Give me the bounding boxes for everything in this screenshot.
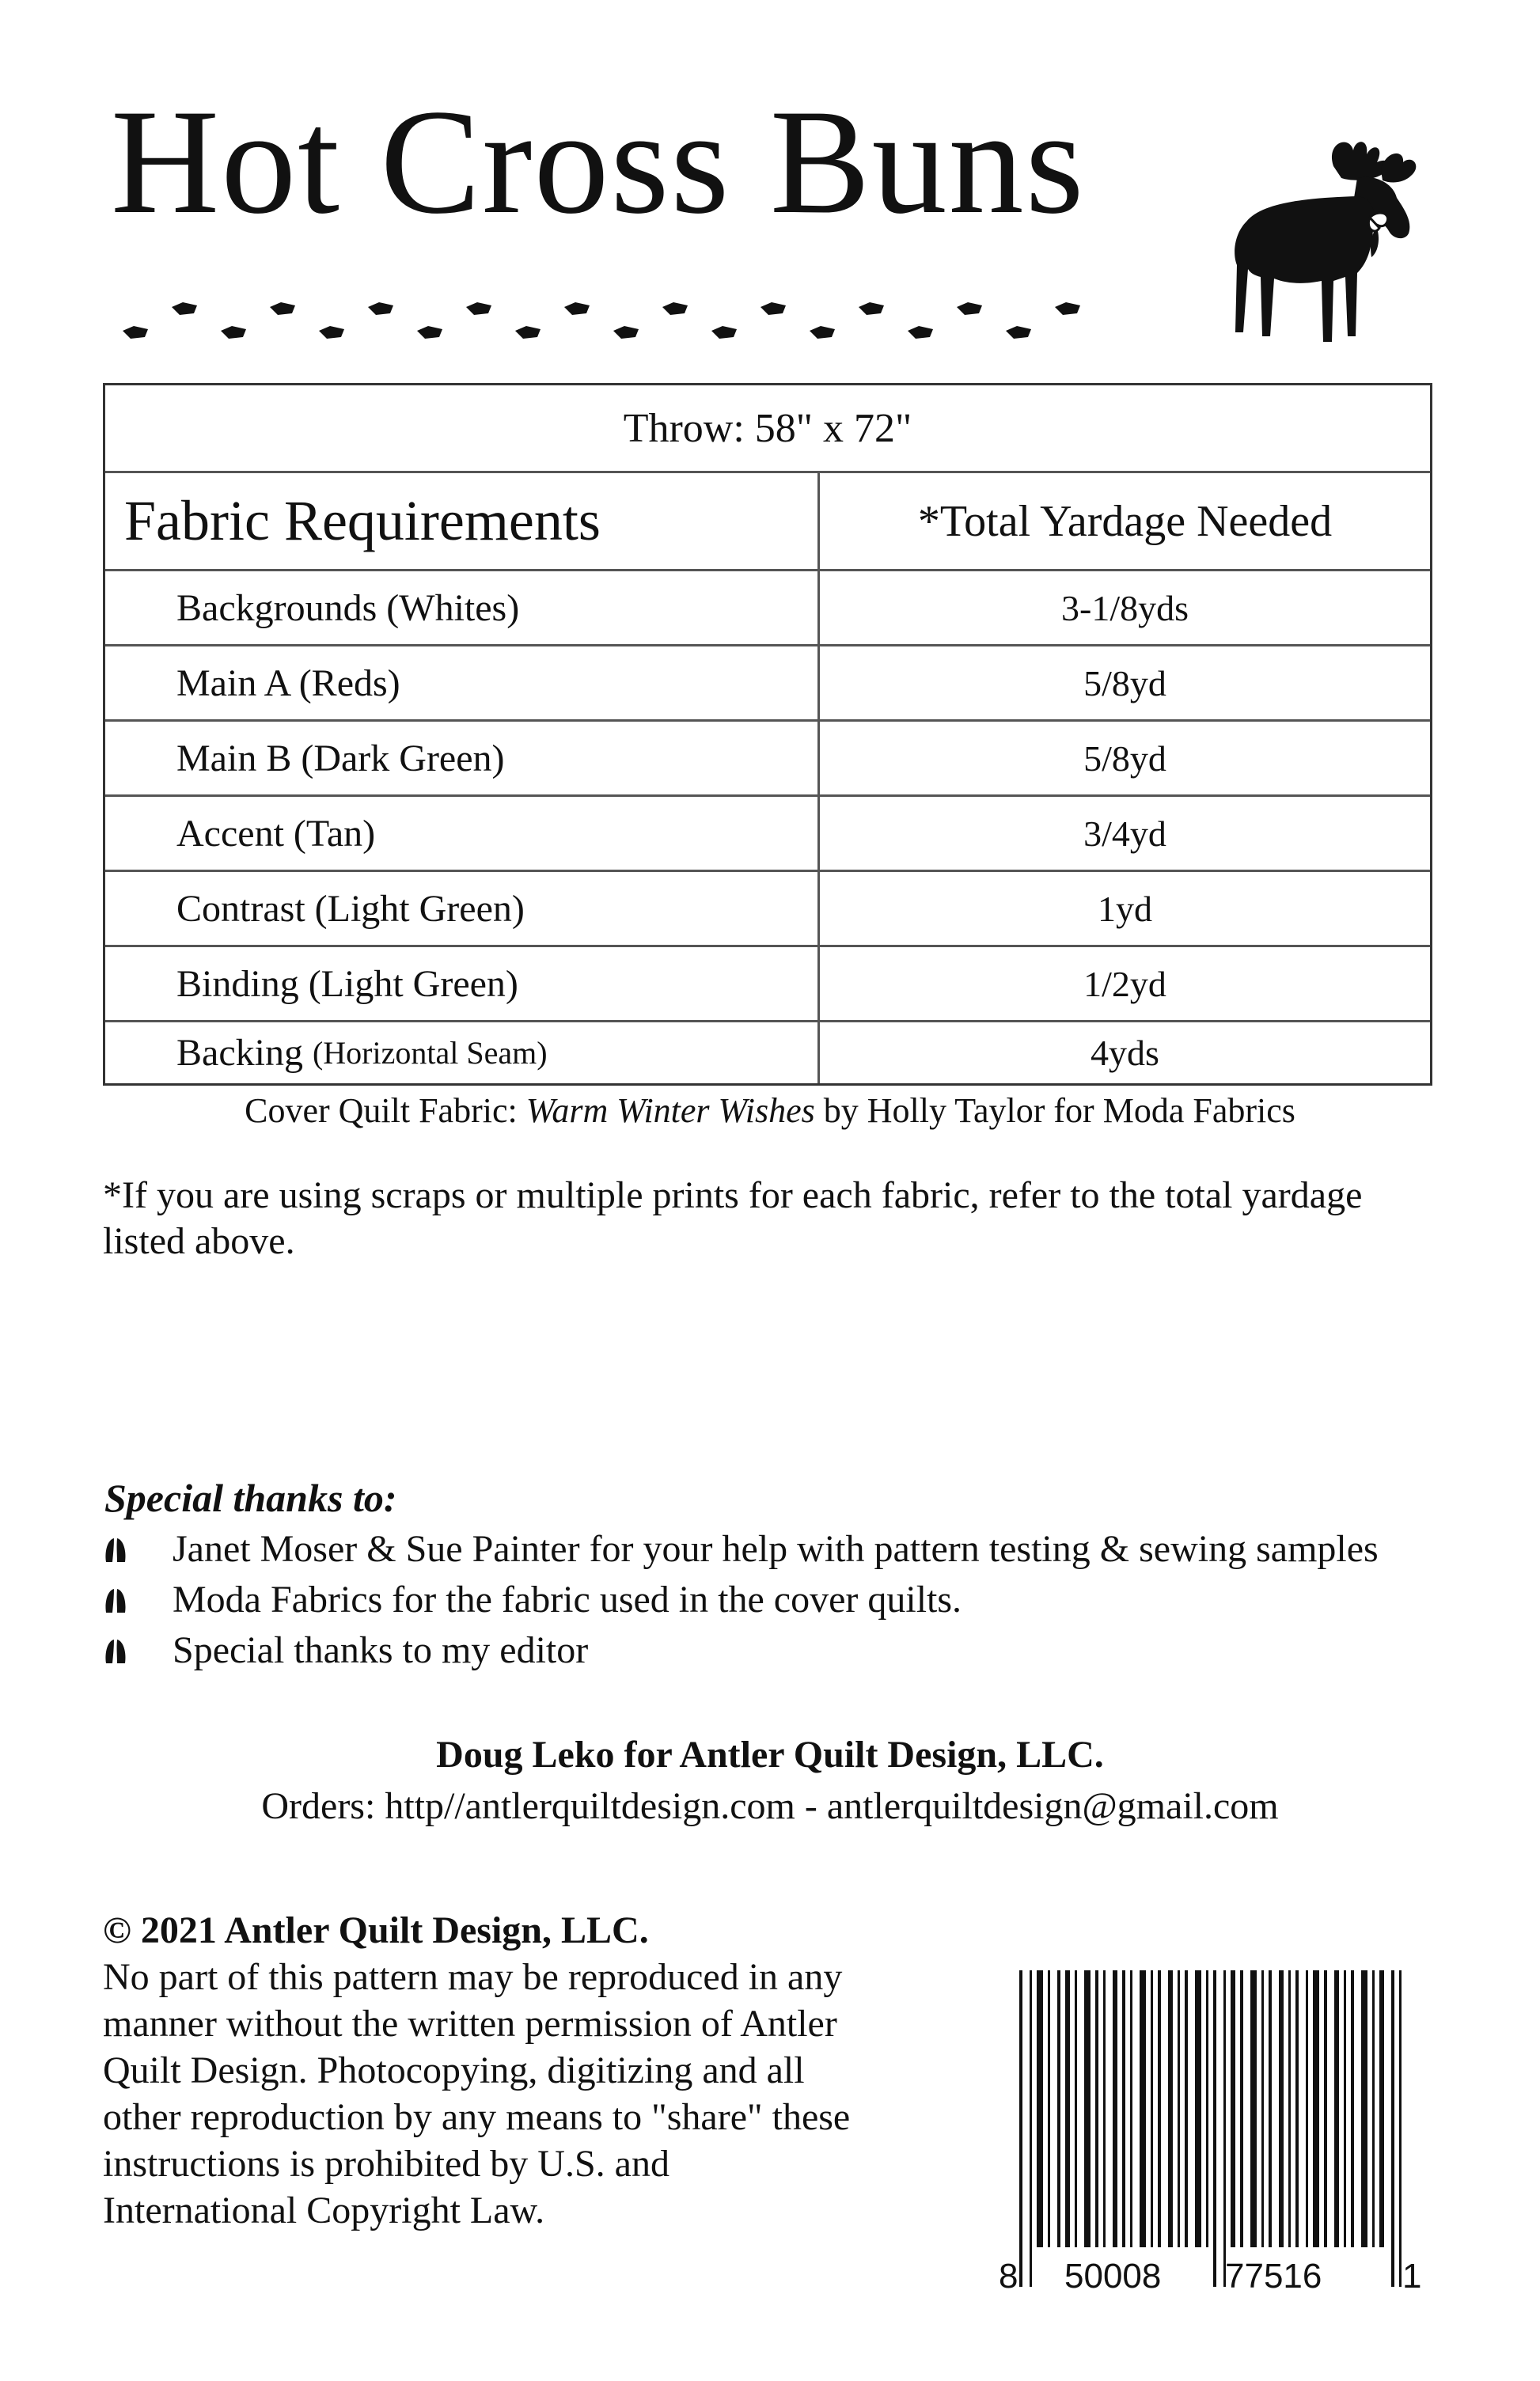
thanks-item <box>103 1527 1379 1571</box>
barcode-digit-check: 1 <box>1402 2257 1422 2296</box>
thanks-text: Janet Moser & Sue Painter for your help with pattern testing & sewing samples <box>173 1528 1379 1570</box>
copyright-block <box>103 1907 863 2234</box>
barcode-bar <box>1250 1970 1257 2247</box>
cover-fabric-credit <box>0 1090 1540 1131</box>
barcode-bar <box>1185 1970 1188 2247</box>
quilt-size-label: Throw: 58" x 72" <box>623 405 912 451</box>
fabric-name-note: (Horizontal Seam) <box>312 1035 548 1071</box>
fabric-name <box>105 1022 889 1083</box>
table-row <box>105 870 1430 945</box>
barcode-bar <box>1158 1970 1161 2247</box>
thanks-heading: Special thanks to: <box>104 1476 397 1520</box>
table-row <box>105 719 1430 794</box>
barcode-bar <box>1295 1970 1299 2247</box>
track-print <box>270 302 295 315</box>
barcode-bar <box>1140 1970 1146 2247</box>
barcode-bar <box>1313 1970 1319 2247</box>
thanks-text: Special thanks to my editor <box>173 1629 589 1671</box>
barcode-bar <box>1103 1970 1106 2247</box>
track-print <box>957 302 982 315</box>
track-print <box>662 302 688 315</box>
thanks-text: Moda Fabrics for the fabric used in the cover quilts. <box>173 1579 962 1621</box>
barcode-bar <box>1168 1970 1173 2247</box>
barcode-bar <box>1261 1970 1264 2247</box>
track-print <box>368 302 393 315</box>
barcode-bar <box>1279 1970 1284 2247</box>
table-header-row <box>105 471 1430 569</box>
moose-track-bullet-icon <box>103 1636 128 1665</box>
track-print <box>711 326 737 339</box>
fabric-yardage: 5/8yd <box>817 646 1430 719</box>
barcode-bar <box>1084 1970 1091 2247</box>
barcode-bar <box>1391 1970 1394 2287</box>
barcode-bar <box>1379 1970 1384 2247</box>
moose-track-bullet-icon <box>103 1586 128 1614</box>
barcode-bar <box>1372 1970 1375 2247</box>
barcode-bar <box>1361 1970 1367 2247</box>
track-print <box>515 326 541 339</box>
moose-track-bullet-icon <box>103 1535 128 1564</box>
table-row <box>105 644 1430 719</box>
fabric-yardage: 5/8yd <box>817 722 1430 794</box>
barcode-bar <box>1178 1970 1180 2247</box>
table-row <box>105 1020 1430 1083</box>
fabric-yardage: 3/4yd <box>817 797 1430 870</box>
barcode-bar <box>1223 1970 1226 2287</box>
fabric-requirements-table <box>103 383 1432 1086</box>
barcode-bar <box>1344 1970 1346 2247</box>
track-print <box>908 326 933 339</box>
thanks-item <box>103 1578 962 1621</box>
table-row <box>105 945 1430 1020</box>
barcode-bar <box>1151 1970 1153 2247</box>
fabric-name: Accent (Tan) <box>176 812 376 855</box>
barcode-bar <box>1065 1970 1070 2247</box>
fabric-yardage: 1/2yd <box>817 947 1430 1020</box>
fabric-name-text: Backing <box>176 1032 303 1074</box>
copyright-line: © 2021 Antler Quilt Design, LLC. <box>103 1909 649 1951</box>
fabric-yardage: 4yds <box>817 1022 1430 1083</box>
fabric-name: Backgrounds (Whites) <box>176 586 520 629</box>
track-print <box>761 302 786 315</box>
fabric-name: Binding (Light Green) <box>176 962 518 1005</box>
barcode-bar <box>1351 1970 1354 2247</box>
credit-suffix: by Holly Taylor for Moda Fabrics <box>814 1091 1295 1130</box>
credit-collection: Warm Winter Wishes <box>525 1091 815 1130</box>
barcode-bar <box>1231 1970 1235 2247</box>
barcode-bar <box>1048 1970 1050 2247</box>
barcode-bar <box>1213 1970 1216 2287</box>
barcode-bar <box>1288 1970 1291 2247</box>
barcode-bar <box>1037 1970 1043 2247</box>
barcode-bar <box>1019 1970 1022 2287</box>
header-total-yardage: *Total Yardage Needed <box>817 473 1430 569</box>
track-print <box>1055 302 1080 315</box>
barcode-digit-lead: 8 <box>999 2257 1018 2296</box>
track-print <box>810 326 835 339</box>
fabric-yardage: 3-1/8yds <box>817 571 1430 644</box>
barcode-bar <box>1030 1970 1032 2287</box>
track-print <box>859 302 884 315</box>
header-fabric-requirements: Fabric Requirements <box>124 489 601 552</box>
track-print <box>123 326 148 339</box>
barcode-bar <box>1057 1970 1060 2247</box>
track-print <box>1006 326 1031 339</box>
track-print <box>417 326 442 339</box>
barcode-bar <box>1240 1970 1243 2247</box>
barcode-bar <box>1113 1970 1117 2247</box>
barcode-bar <box>1075 1970 1077 2247</box>
barcode-bar <box>1095 1970 1098 2247</box>
barcode-bar <box>1195 1970 1201 2247</box>
barcode-bar <box>1324 1970 1327 2247</box>
author-credit: Doug Leko for Antler Quilt Design, LLC. <box>436 1734 1104 1776</box>
fabric-name: Main A (Reds) <box>176 662 400 704</box>
thanks-item <box>103 1628 588 1672</box>
track-print <box>221 326 246 339</box>
table-row <box>105 569 1430 644</box>
table-row <box>105 794 1430 870</box>
fabric-name: Contrast (Light Green) <box>176 887 525 930</box>
yardage-note: *If you are using scraps or multiple prints for each fabric, refer to the total yardage listed above. <box>103 1174 1363 1262</box>
copyright-body: No part of this pattern may be reproduced in any manner without the written permission of Antler Quilt Design. Photocopying, digitizing and all other reproduction by any means to "share" these instructions is prohibited by U.S. and International Copyright Law. <box>103 1956 851 2231</box>
track-print <box>564 302 590 315</box>
fabric-yardage: 1yd <box>817 872 1430 945</box>
barcode-bar <box>1334 1970 1339 2247</box>
track-print <box>466 302 491 315</box>
track-print <box>613 326 639 339</box>
orders-contact: Orders: http//antlerquiltdesign.com - antlerquiltdesign@gmail.com <box>261 1785 1279 1827</box>
barcode-bar <box>1206 1970 1208 2247</box>
barcode-bar <box>1122 1970 1125 2247</box>
animal-tracks-divider-icon <box>115 293 1112 356</box>
barcode-group-2: 77516 <box>1225 2257 1322 2296</box>
credit-prefix: Cover Quilt Fabric: <box>245 1091 526 1130</box>
fabric-name: Main B (Dark Green) <box>176 737 505 779</box>
upc-barcode-icon <box>1005 1970 1432 2303</box>
barcode-bar <box>1269 1970 1272 2247</box>
barcode-bar <box>1306 1970 1308 2247</box>
barcode-group-1: 50008 <box>1064 2257 1162 2296</box>
track-print <box>319 326 344 339</box>
page-title: Hot Cross Buns <box>111 79 1086 245</box>
moose-logo-icon <box>1215 135 1428 356</box>
track-print <box>172 302 197 315</box>
barcode-bar <box>1399 1970 1402 2287</box>
barcode-bar <box>1130 1970 1132 2247</box>
